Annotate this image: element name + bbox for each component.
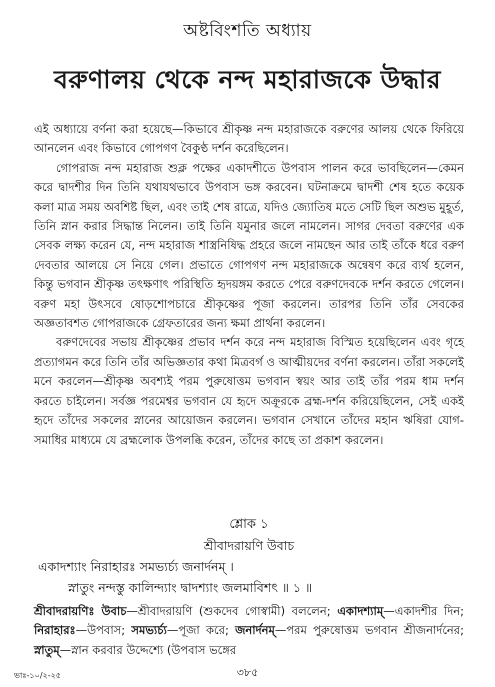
verse-block <box>34 514 464 598</box>
summary-paragraph: বরুণদেবের সভায় শ্রীকৃষ্ণের প্রভাব দর্শন করে নন্দ মহারাজ বিস্মিত হয়েছিলেন এবং গৃহে প্রত্যাগমন করে তিনি তাঁর অভিজ্ঞতার কথা মিত্রবর্গ ও আত্মীয়দের বর্ণনা করলেন। তাঁরা সকলেই মনে করলেন—শ্রীকৃষ্ণ অবশ্যই পরম পুরুষোত্তম ভগবান স্বয়ং আর তাই তাঁর পরম ধাম দর্শন করতে চাইলেন। সর্বজ্ঞ পরমেশ্বর ভগবান যে হৃদে অক্রূরকে ব্রহ্ম-দর্শন করিয়েছিলেন, সেই একই হৃদে তাঁদের সকলের স্নানের আয়োজন করলেন। ভগবান সেখানে তাঁদের মহান ঋষিরা যোগ-সমাধির মাধ্যমে যে ব্রহ্মলোক উপলব্ধি করেন, তাঁদের কাছে তা প্রকাশ করলেন। <box>34 335 464 447</box>
verse-line-2: স্নাতুং নন্দস্তু কালিন্দ্যাং দ্বাদশ্যাং জলমাবিশৎ ॥ ১ ॥ <box>68 580 313 595</box>
synonym-meaning: —একাদশীর দিন; <box>383 604 464 618</box>
chapter-heading: অষ্টবিংশতি অধ্যায় <box>183 21 312 41</box>
chapter-title: বরুণালয় থেকে নন্দ মহারাজকে উদ্ধার <box>54 65 441 94</box>
synonym-term: নিরাহারঃ <box>34 623 76 638</box>
synonym-meaning: —পরম পুরুষোত্তম ভগবান শ্রীজনার্দনের; <box>274 623 464 638</box>
summary-paragraph: এই অধ্যায়ে বর্ণনা করা হয়েছে—কিভাবে শ্রীকৃষ্ণ নন্দ মহারাজকে বরুণের আলয় থেকে ফিরিয়ে আনলেন এবং কিভাবে গোপগণ বৈকুণ্ঠ দর্শন করেছিলেন। <box>34 122 464 156</box>
synonym-term: একাদশ্যাম্ <box>337 604 384 618</box>
synonym-meaning: —স্নান করবার উদ্দেশ্যে (উপবাস ভঙ্গের <box>59 642 237 657</box>
synonym-term: স্নাতুম্ <box>34 642 60 657</box>
verse-line-1: একাদশ্যাং নিরাহারঃ সমভ্যর্চ্য জনার্দনম্ । <box>38 559 234 574</box>
synonym-meaning: —উপবাস; <box>75 623 132 638</box>
summary-paragraph: গোপরাজ নন্দ মহারাজ শুক্ল পক্ষের একাদশীতে উপবাস পালন করে ভাবছিলেন—কেমন করে দ্বাদশীর দিন তিনি যথাযথভাবে উপবাস ভঙ্গ করবেন। ঘটনাক্রমে দ্বাদশী শেষ হতে কয়েক কলা মাত্র সময় অবশিষ্ট ছিল, এবং তাই শেষ রাত্রে, যদিও জ্যোতিষ মতে সেটি ছিল অশুভ মুহূর্ত, তিনি স্নান করার সিদ্ধান্ত নিলেন। তাই তিনি যমুনার জলে নামলেন। সাগর দেবতা বরুণের এক সেবক লক্ষ্য করেন যে, নন্দ মহারাজ শাস্ত্রনিষিদ্ধ প্রহরে জলে নামছেন আর তাই তাঁকে ধরে বরুণ দেবতার আলয়ে সে নিয়ে গেল। প্রভাতে গোপগণ নন্দ মহারাজকে অন্বেষণ করে ব্যর্থ হলেন, কিন্তু ভগবান শ্রীকৃষ্ণ তৎক্ষণাৎ পরিস্থিতি হৃদয়ঙ্গম করতে পেরে বরুণদেবকে দর্শন করতে গেলেন। বরুণ মহা উৎসবে ষোড়শোপচারে শ্রীকৃষ্ণের পূজা করলেন। তারপর তিনি তাঁর সেবকের অজ্ঞতাবশত গোপরাজকে গ্রেফতারের জন্য ক্ষমা প্রার্থনা করলেন। <box>34 160 464 331</box>
synonym-term: জনার্দনম্ <box>235 623 275 638</box>
footer-reference: ভাঃ-১০/২-২৫ <box>14 671 62 680</box>
synonyms <box>34 602 464 660</box>
verse-speaker: শ্রীবাদরায়ণি উবাচ <box>203 538 295 553</box>
synonym-term: সমভ্যর্চ্য <box>131 623 167 638</box>
synonym-meaning: —শ্রীবাদরায়ণি (শুকদেব গোস্বামী) বললেন; <box>126 604 338 618</box>
page-number: ৩৮৫ <box>236 666 259 679</box>
verse-number: শ্লোক ১ <box>229 517 269 532</box>
chapter-summary <box>34 120 464 450</box>
synonym-meaning: —পূজা করে; <box>166 623 236 638</box>
synonym-term: শ্রীবাদরায়ণিঃ উবাচ <box>34 604 127 618</box>
